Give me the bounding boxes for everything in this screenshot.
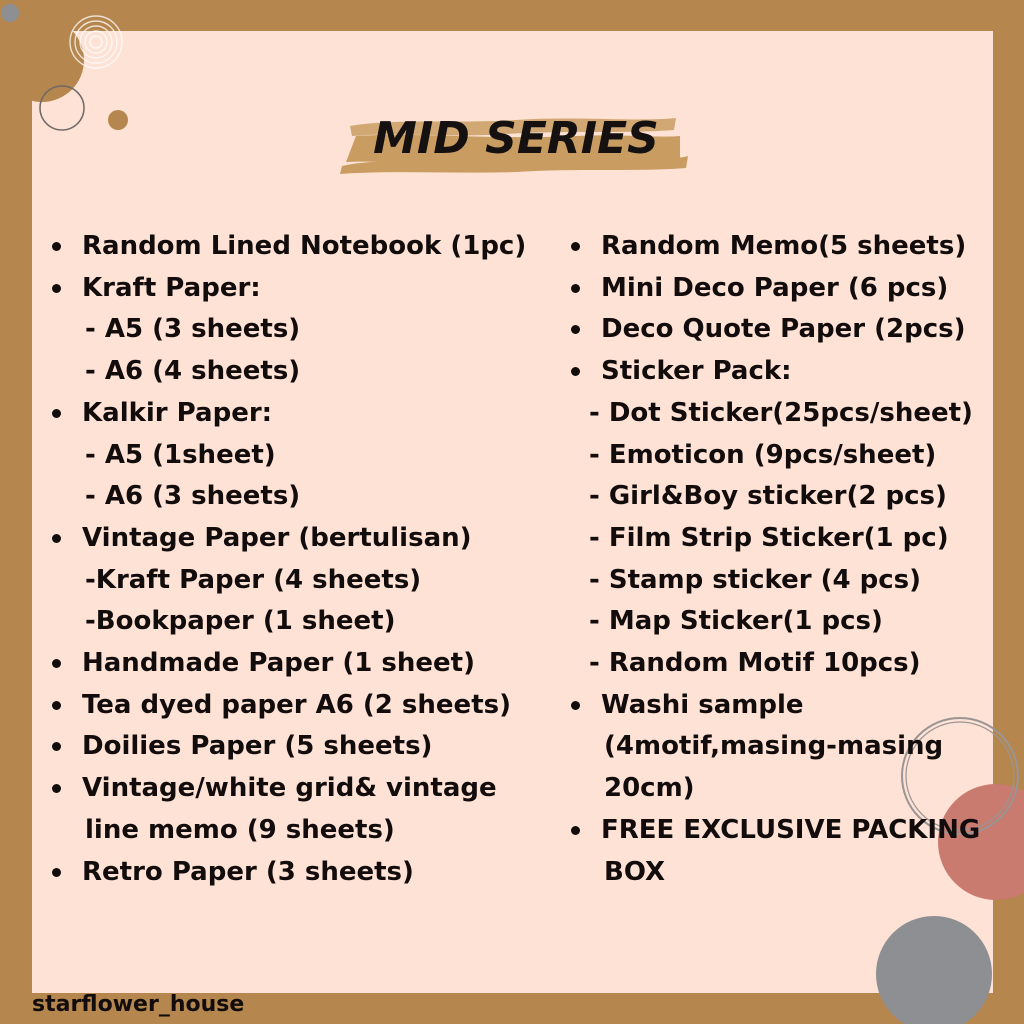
list-item: Kalkir Paper: xyxy=(52,393,552,435)
list-subitem: - Map Sticker(1 pcs) xyxy=(589,606,883,637)
footer-handle: starflower_house xyxy=(32,992,245,1017)
list-item: Mini Deco Paper (6 pcs) xyxy=(571,268,1001,310)
list-item: Kraft Paper: xyxy=(52,268,552,310)
list-subitem: -Bookpaper (1 sheet) xyxy=(85,606,396,637)
list-subitem: - A6 (4 sheets) xyxy=(85,356,301,387)
list-subitem: (4motif,masing-masing xyxy=(604,731,944,762)
list-item: Handmade Paper (1 sheet) xyxy=(52,643,552,685)
list-item: Retro Paper (3 sheets) xyxy=(52,852,552,894)
deco-brown-circle-top-left xyxy=(0,18,84,102)
page-title: MID SERIES xyxy=(373,112,659,164)
left-item-list xyxy=(52,226,552,893)
list-item: Random Memo(5 sheets) xyxy=(571,226,1001,268)
list-subitem: - A5 (1sheet) xyxy=(85,439,276,470)
list-subitem: - Emoticon (9pcs/sheet) xyxy=(589,439,937,470)
list-item: Random Lined Notebook (1pc) xyxy=(52,226,552,268)
list-subitem: - Film Strip Sticker(1 pc) xyxy=(589,522,949,553)
list-item: Vintage Paper (bertulisan) xyxy=(52,518,552,560)
list-subitem: BOX xyxy=(604,856,666,887)
list-item: Deco Quote Paper (2pcs) xyxy=(571,309,1001,351)
list-subitem: -Kraft Paper (4 sheets) xyxy=(85,564,422,595)
list-subitem: - Stamp sticker (4 pcs) xyxy=(589,564,922,595)
list-subitem: - Random Motif 10pcs) xyxy=(589,648,921,679)
list-item: Vintage/white grid& vintage xyxy=(52,768,552,810)
list-item: Doilies Paper (5 sheets) xyxy=(52,726,552,768)
list-item: FREE EXCLUSIVE PACKING xyxy=(571,810,1001,852)
list-item: Washi sample xyxy=(571,685,1001,727)
list-subitem: line memo (9 sheets) xyxy=(85,814,395,845)
deco-gray-circle xyxy=(876,916,992,1024)
list-subitem: - Girl&Boy sticker(2 pcs) xyxy=(589,481,947,512)
title-banner xyxy=(336,96,696,180)
list-item: Sticker Pack: xyxy=(571,351,1001,393)
list-item: Tea dyed paper A6 (2 sheets) xyxy=(52,685,552,727)
deco-small-dot xyxy=(108,110,128,130)
list-subitem: - Dot Sticker(25pcs/sheet) xyxy=(589,397,973,428)
deco-gray-dot xyxy=(1,4,19,22)
list-subitem: - A6 (3 sheets) xyxy=(85,481,301,512)
list-subitem: - A5 (3 sheets) xyxy=(85,314,301,345)
right-item-list xyxy=(571,226,1001,893)
list-subitem: 20cm) xyxy=(604,773,695,804)
